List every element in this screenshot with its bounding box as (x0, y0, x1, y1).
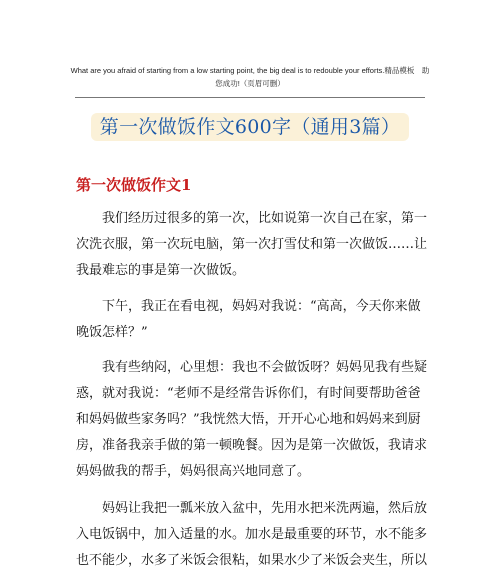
page-header (60, 64, 440, 90)
document-title: 第一次做饭作文600字（通用3篇） (99, 116, 401, 138)
header-divider (75, 97, 425, 98)
paragraph-line: 房，准备我亲手做的第一顿晚餐。因为是第一次做饭，我请求 (76, 438, 428, 453)
paragraph-4 (76, 496, 428, 574)
paragraph-line: 也不能少，水多了米饭会很粘，如果水少了米饭会夹生，所以 (76, 553, 428, 568)
paragraph-line: 晚饭怎样？” (76, 325, 148, 340)
paragraph-2 (76, 294, 424, 346)
paragraph-line: 次洗衣服，第一次玩电脑，第一次打雪仗和第一次做饭……让 (76, 237, 428, 252)
paragraph-line: 我最难忘的事是第一次做饭。 (76, 263, 246, 278)
paragraph-line: 我有些纳闷，心里想：我也不会做饭呀？妈妈见我有些疑 (76, 360, 428, 375)
paragraph-line: 入电饭锅中，加入适量的水。加水是最重要的环节，水不能多 (76, 527, 428, 542)
paragraph-line: 妈妈做我的帮手，妈妈很高兴地同意了。 (76, 464, 311, 479)
header-line-1: What are you afraid of starting from a low starting point, the big deal is to redouble your efforts.精品模板 助 (70, 66, 430, 75)
header-line-2: 您成功!（页眉可删） (215, 79, 285, 88)
paragraph-line: 和妈妈做些家务吗？”我恍然大悟，开开心心地和妈妈来到厨 (76, 412, 421, 427)
paragraph-line: 下午，我正在看电视，妈妈对我说：“高高，今天你来做 (76, 299, 421, 314)
paragraph-line: 妈妈让我把一瓢米放入盆中，先用水把米洗两遍，然后放 (76, 501, 428, 516)
paragraph-line: 我们经历过很多的第一次，比如说第一次自己在家，第一 (76, 211, 428, 226)
paragraph-1 (76, 206, 428, 284)
paragraph-3 (76, 355, 428, 485)
paragraph-line: 惑，就对我说：“老师不是经常告诉你们，有时间要帮助爸爸 (76, 386, 421, 401)
section-heading: 第一次做饭作文1 (76, 176, 192, 194)
